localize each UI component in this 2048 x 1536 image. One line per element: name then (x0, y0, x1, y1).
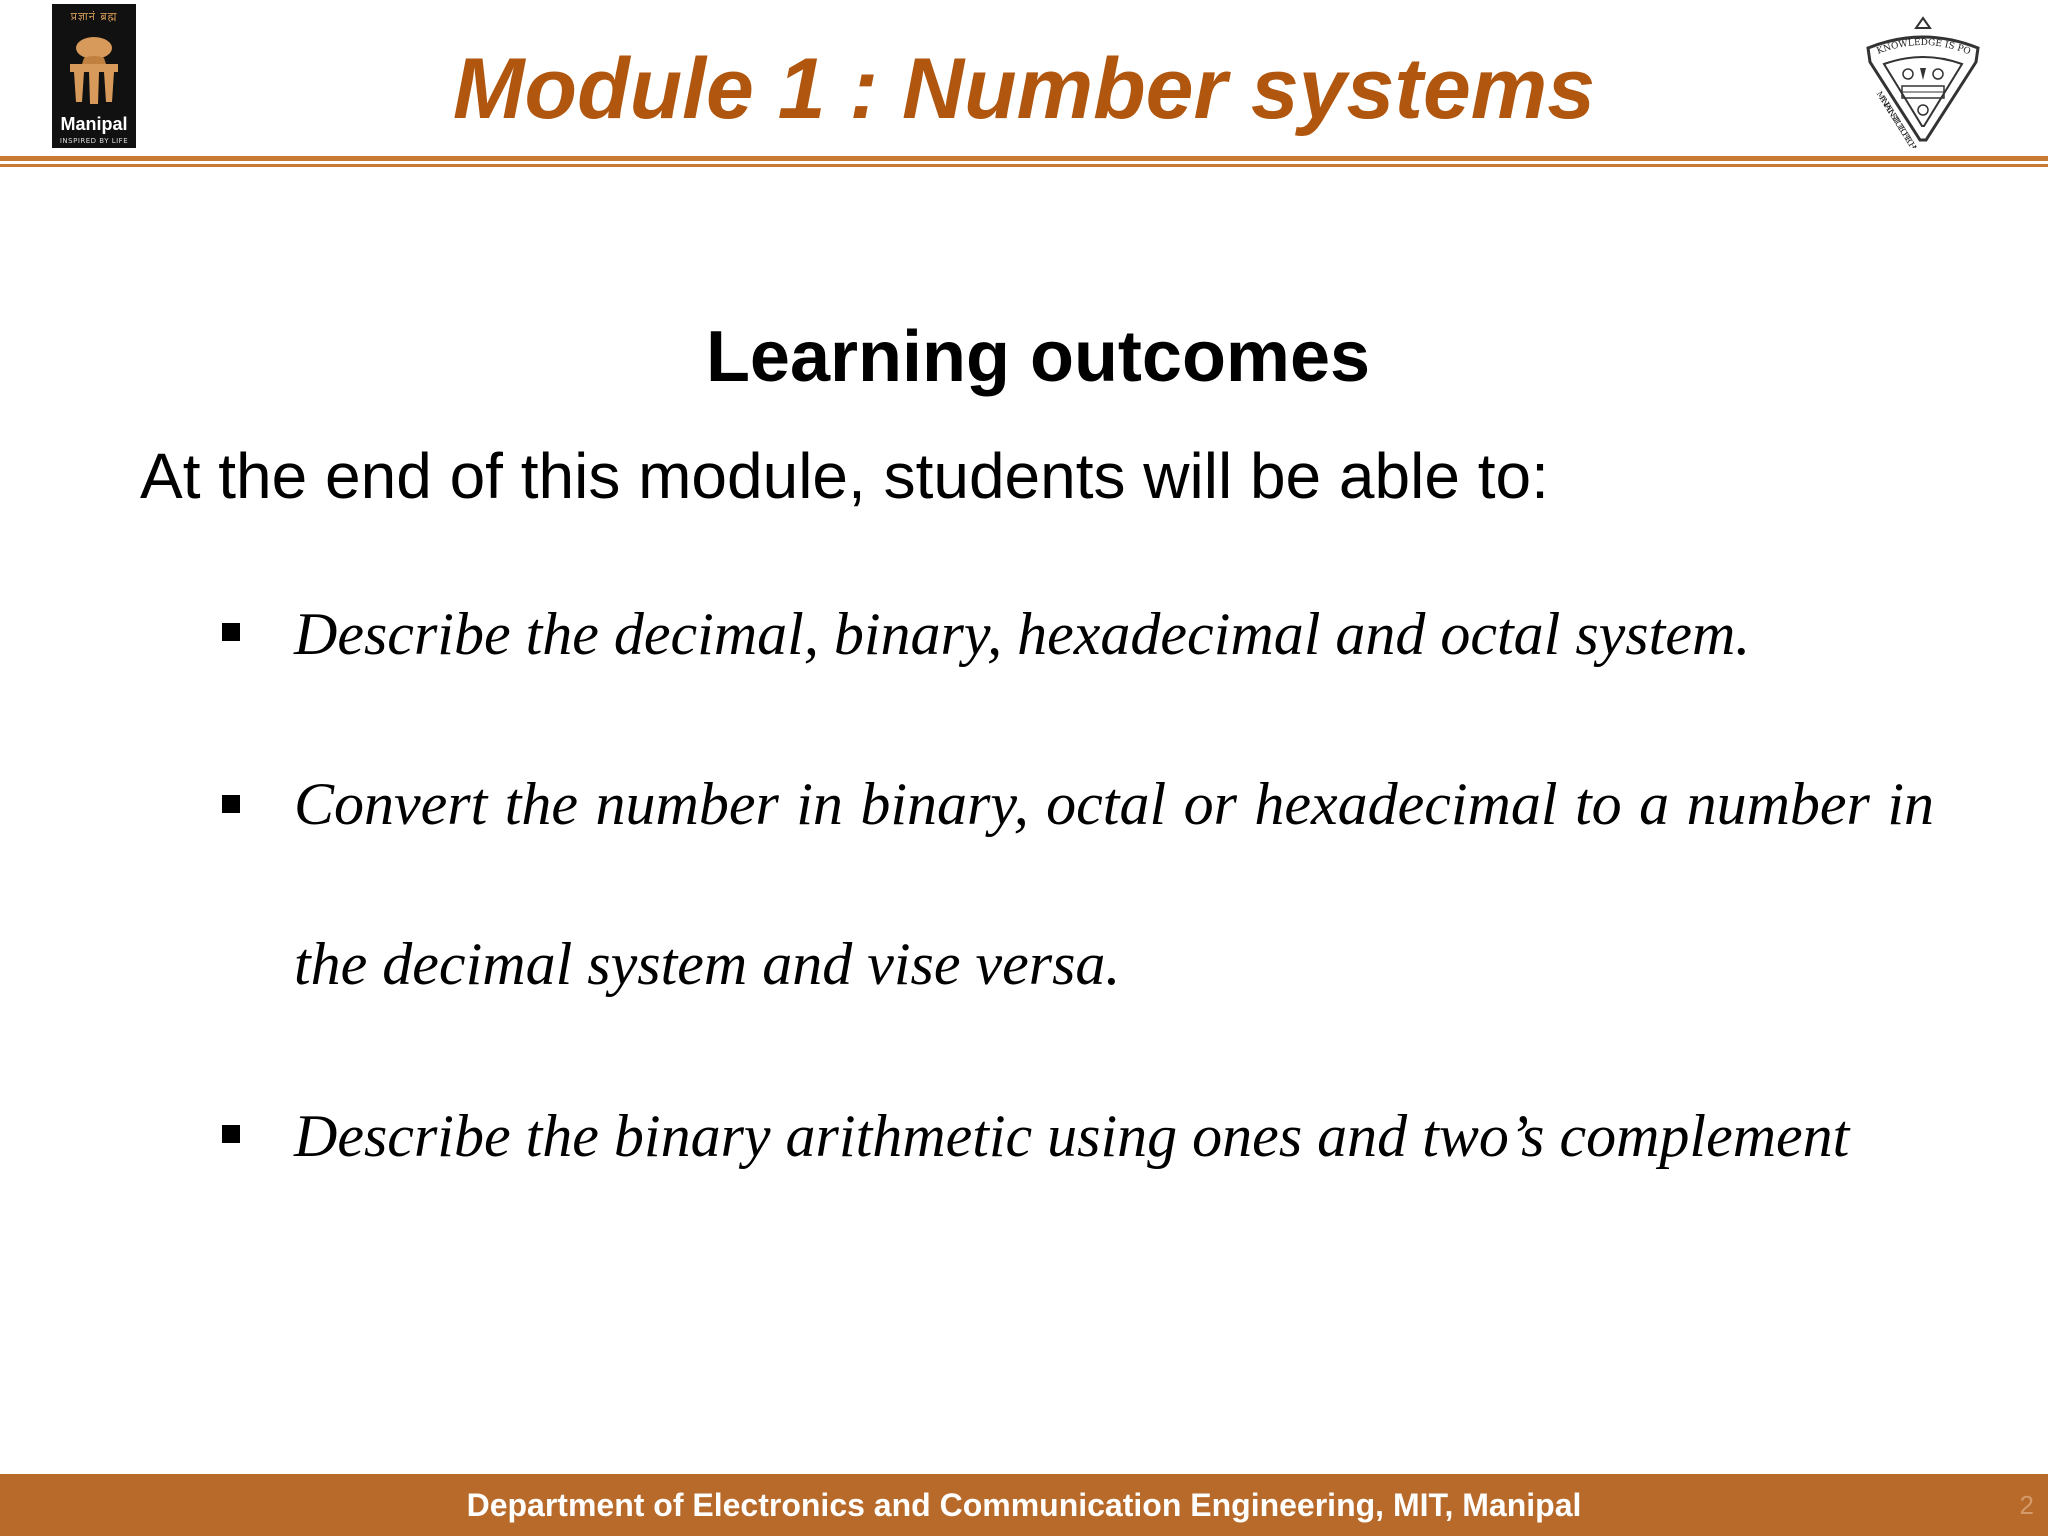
list-item (222, 594, 1982, 674)
footer-bar (0, 1474, 2048, 1536)
header-rule-thin (0, 164, 2048, 167)
square-bullet-icon (222, 623, 240, 641)
square-bullet-icon (222, 1125, 240, 1143)
intro-text: At the end of this module, students will be able to: (140, 440, 1549, 512)
mit-crest-logo (1858, 14, 1988, 148)
outcome-text: Describe the binary arithmetic using ones and two’s complement (294, 1103, 1850, 1169)
footer-text: Department of Electronics and Communication Engineering, MIT, Manipal (466, 1487, 1582, 1523)
logo-tagline: INSPIRED BY LIFE (59, 137, 129, 145)
page-number: 2 (2019, 1490, 2034, 1520)
outcome-text: Describe the decimal, binary, hexadecimal and octal system. (294, 601, 1751, 667)
mit-crest-icon (1858, 14, 1988, 148)
logo-brand-text: Manipal (60, 114, 128, 134)
header-rule (0, 156, 2048, 161)
page-title: Module 1 : Number systems (452, 41, 1596, 137)
section-heading: Learning outcomes (705, 317, 1371, 397)
svg-text:MANIPAL INSTITUTE OF TECHNOLOG: MANIPAL INSTITUTE OF TECHNOLOGY (1874, 89, 1918, 148)
logo-sanskrit-text: प्रज्ञानं ब्रह्म (70, 10, 118, 23)
outcome-text: Convert the number in binary, octal or hexadecimal to a number in the decimal system and vise versa. (294, 771, 1934, 997)
svg-text:KNOWLEDGE IS POWER: KNOWLEDGE IS PO (1875, 37, 1972, 58)
list-item (222, 724, 1982, 1044)
square-bullet-icon (222, 795, 240, 813)
list-item (222, 1096, 1982, 1176)
